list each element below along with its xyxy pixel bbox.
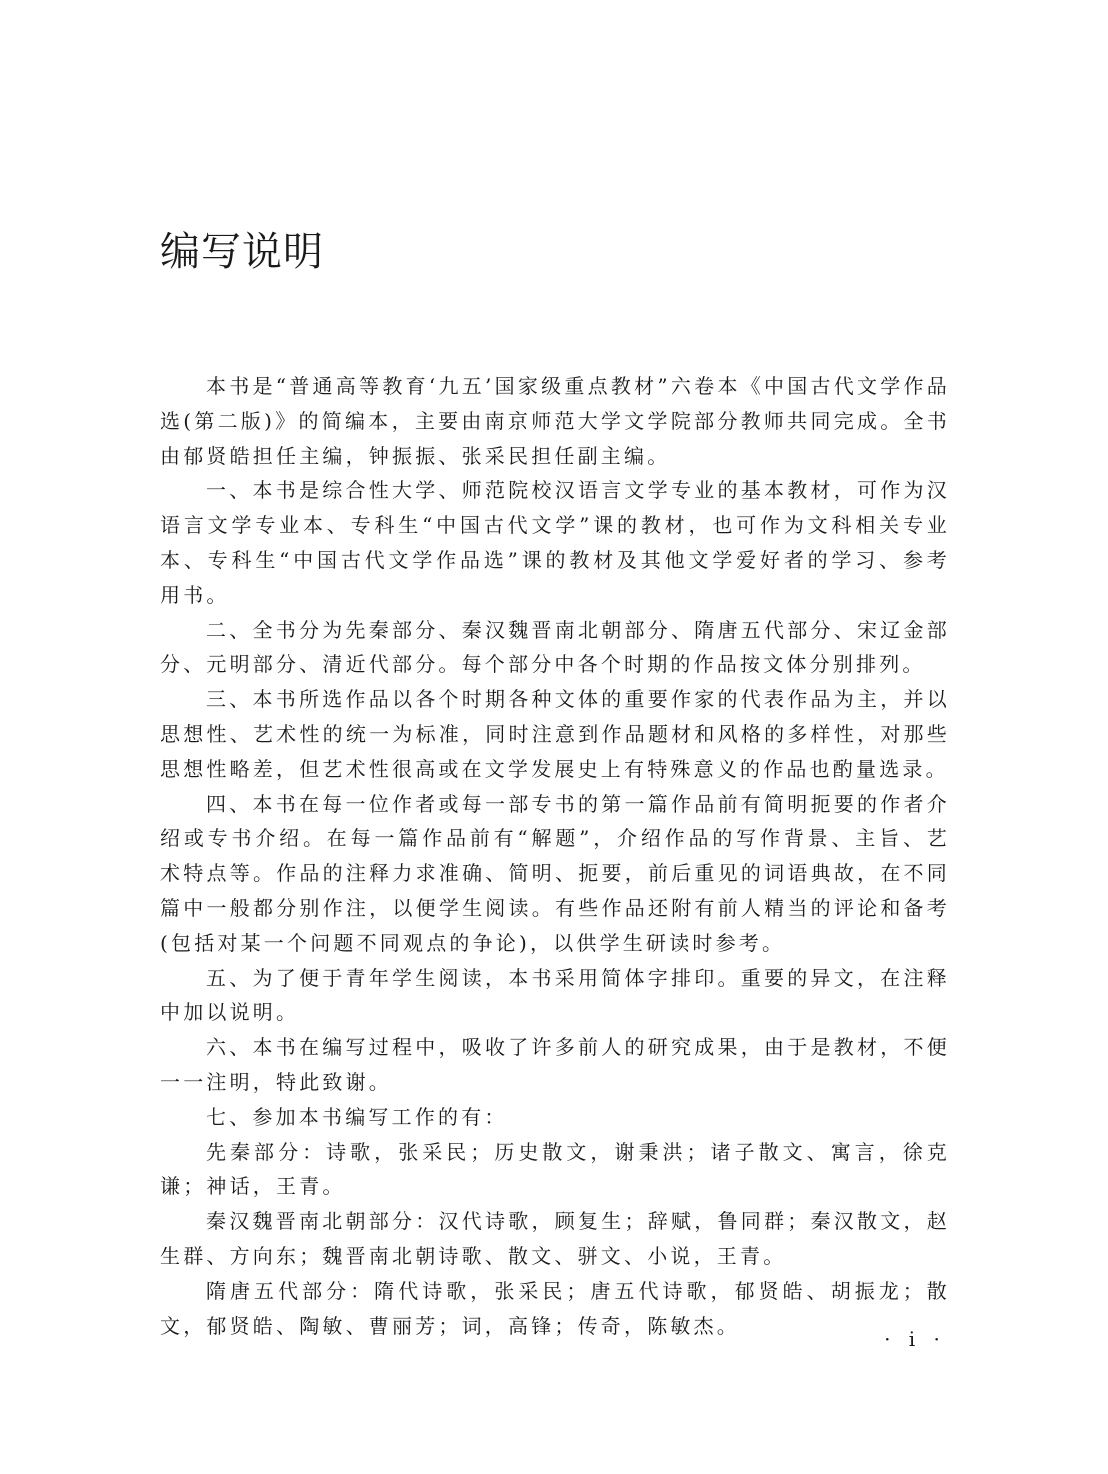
page-number: · i · (884, 1327, 946, 1351)
paragraph-6: 六、本书在编写过程中，吸收了许多前人的研究成果，由于是教材，不便一一注明，特此致谢。 (160, 1035, 950, 1094)
paragraph-4: 四、本书在每一位作者或每一部专书的第一篇作品前有简明扼要的作者介绍或专书介绍。在每一篇作品前有“解题”，介绍作品的写作背景、主旨、艺术特点等。作品的注释力求准确、简明、扼要，前后重见的词语典故，在不同篇中一般都分别作注，以便学生阅读。有些作品还附有前人精当的评论和备考(包括对某一个问题不同观点的争论)，以供学生研读时参考。 (160, 791, 950, 955)
paragraph-3: 三、本书所选作品以各个时期各种文体的重要作家的代表作品为主，并以思想性、艺术性的统一为标准，同时注意到作品题材和风格的多样性，对那些思想性略差，但艺术性很高或在文学发展史上有特殊意义的作品也酌量选录。 (160, 687, 950, 781)
paragraph-2: 二、全书分为先秦部分、秦汉魏晋南北朝部分、隋唐五代部分、宋辽金部分、元明部分、清近代部分。每个部分中各个时期的作品按文体分别排列。 (160, 617, 950, 677)
paragraph-1: 一、本书是综合性大学、师范院校汉语言文学专业的基本教材，可作为汉语言文学专业本、专科生“中国古代文学”课的教材，也可作为文科相关专业本、专科生“中国古代文学作品选”课的教材及其他文学爱好者的学习、参考用书。 (160, 478, 950, 607)
paragraph-sui-tang: 隋唐五代部分：隋代诗歌，张采民；唐五代诗歌，郁贤皓、胡振龙；散文，郁贤皓、陶敏、曹丽芳；词，高锋；传奇，陈敏杰。 (160, 1278, 950, 1338)
paragraph-7: 七、参加本书编写工作的有： (206, 1104, 508, 1129)
paragraph-intro: 本书是“普通高等教育‘九五’国家级重点教材”六卷本《中国古代文学作品选(第二版)》的简编本，主要由南京师范大学文学院部分教师共同完成。全书由郁贤皓担任主编，钟振振、张采民担任副主编。 (160, 374, 950, 468)
page-title: 编写说明 (160, 229, 324, 275)
paragraph-5: 五、为了便于青年学生阅读，本书采用简体字排印。重要的异文，在注释中加以说明。 (160, 965, 950, 1025)
paragraph-pre-qin: 先秦部分：诗歌，张采民；历史散文，谢秉洪；诸子散文、寓言，徐克谦；神话，王青。 (160, 1139, 950, 1199)
paragraph-qin-han: 秦汉魏晋南北朝部分：汉代诗歌，顾复生；辞赋，鲁同群；秦汉散文，赵生群、方向东；魏晋南北朝诗歌、散文、骈文、小说，王青。 (160, 1209, 950, 1268)
body-text (160, 369, 950, 1343)
